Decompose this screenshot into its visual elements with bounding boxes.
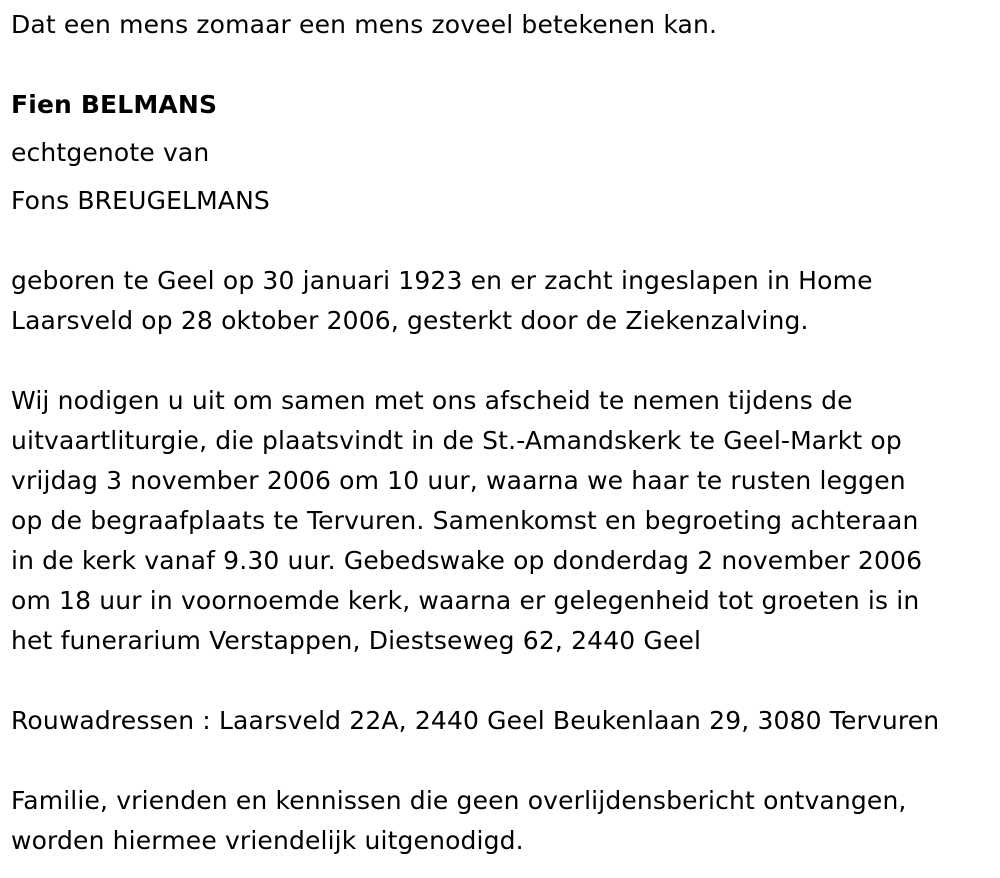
invitation-line: in de kerk vanaf 9.30 uur. Gebedswake op donderdag 2 november 2006 <box>11 546 923 575</box>
mourning-addresses: Rouwadressen : Laarsveld 22A, 2440 Geel Beukenlaan 29, 3080 Tervuren <box>11 706 940 735</box>
birth-death-line-1: geboren te Geel op 30 januari 1923 en er zacht ingeslapen in Home <box>11 266 873 295</box>
birth-death-line-2: Laarsveld op 28 oktober 2006, gesterkt door de Ziekenzalving. <box>11 306 809 335</box>
invitation-line: vrijdag 3 november 2006 om 10 uur, waarna we haar te rusten leggen <box>11 466 906 495</box>
deceased-name: Fien BELMANS <box>11 90 218 119</box>
invitation-line: om 18 uur in voornoemde kerk, waarna er gelegenheid tot groeten is in <box>11 586 920 615</box>
relation-label: echtgenote van <box>11 138 210 167</box>
invitation-line: Wij nodigen u uit om samen met ons afscheid te nemen tijdens de <box>11 386 853 415</box>
invitation-line: op de begraafplaats te Tervuren. Samenkomst en begroeting achteraan <box>11 506 919 535</box>
closing-line-2: worden hiermee vriendelijk uitgenodigd. <box>11 826 524 855</box>
opening-line: Dat een mens zomaar een mens zoveel betekenen kan. <box>11 10 718 39</box>
invitation-line: het funerarium Verstappen, Diestseweg 62, 2440 Geel <box>11 626 702 655</box>
invitation-line: uitvaartliturgie, die plaatsvindt in de St.-Amandskerk te Geel-Markt op <box>11 426 902 455</box>
closing-line-1: Familie, vrienden en kennissen die geen overlijdensbericht ontvangen, <box>11 786 907 815</box>
spouse-name: Fons BREUGELMANS <box>11 186 270 215</box>
